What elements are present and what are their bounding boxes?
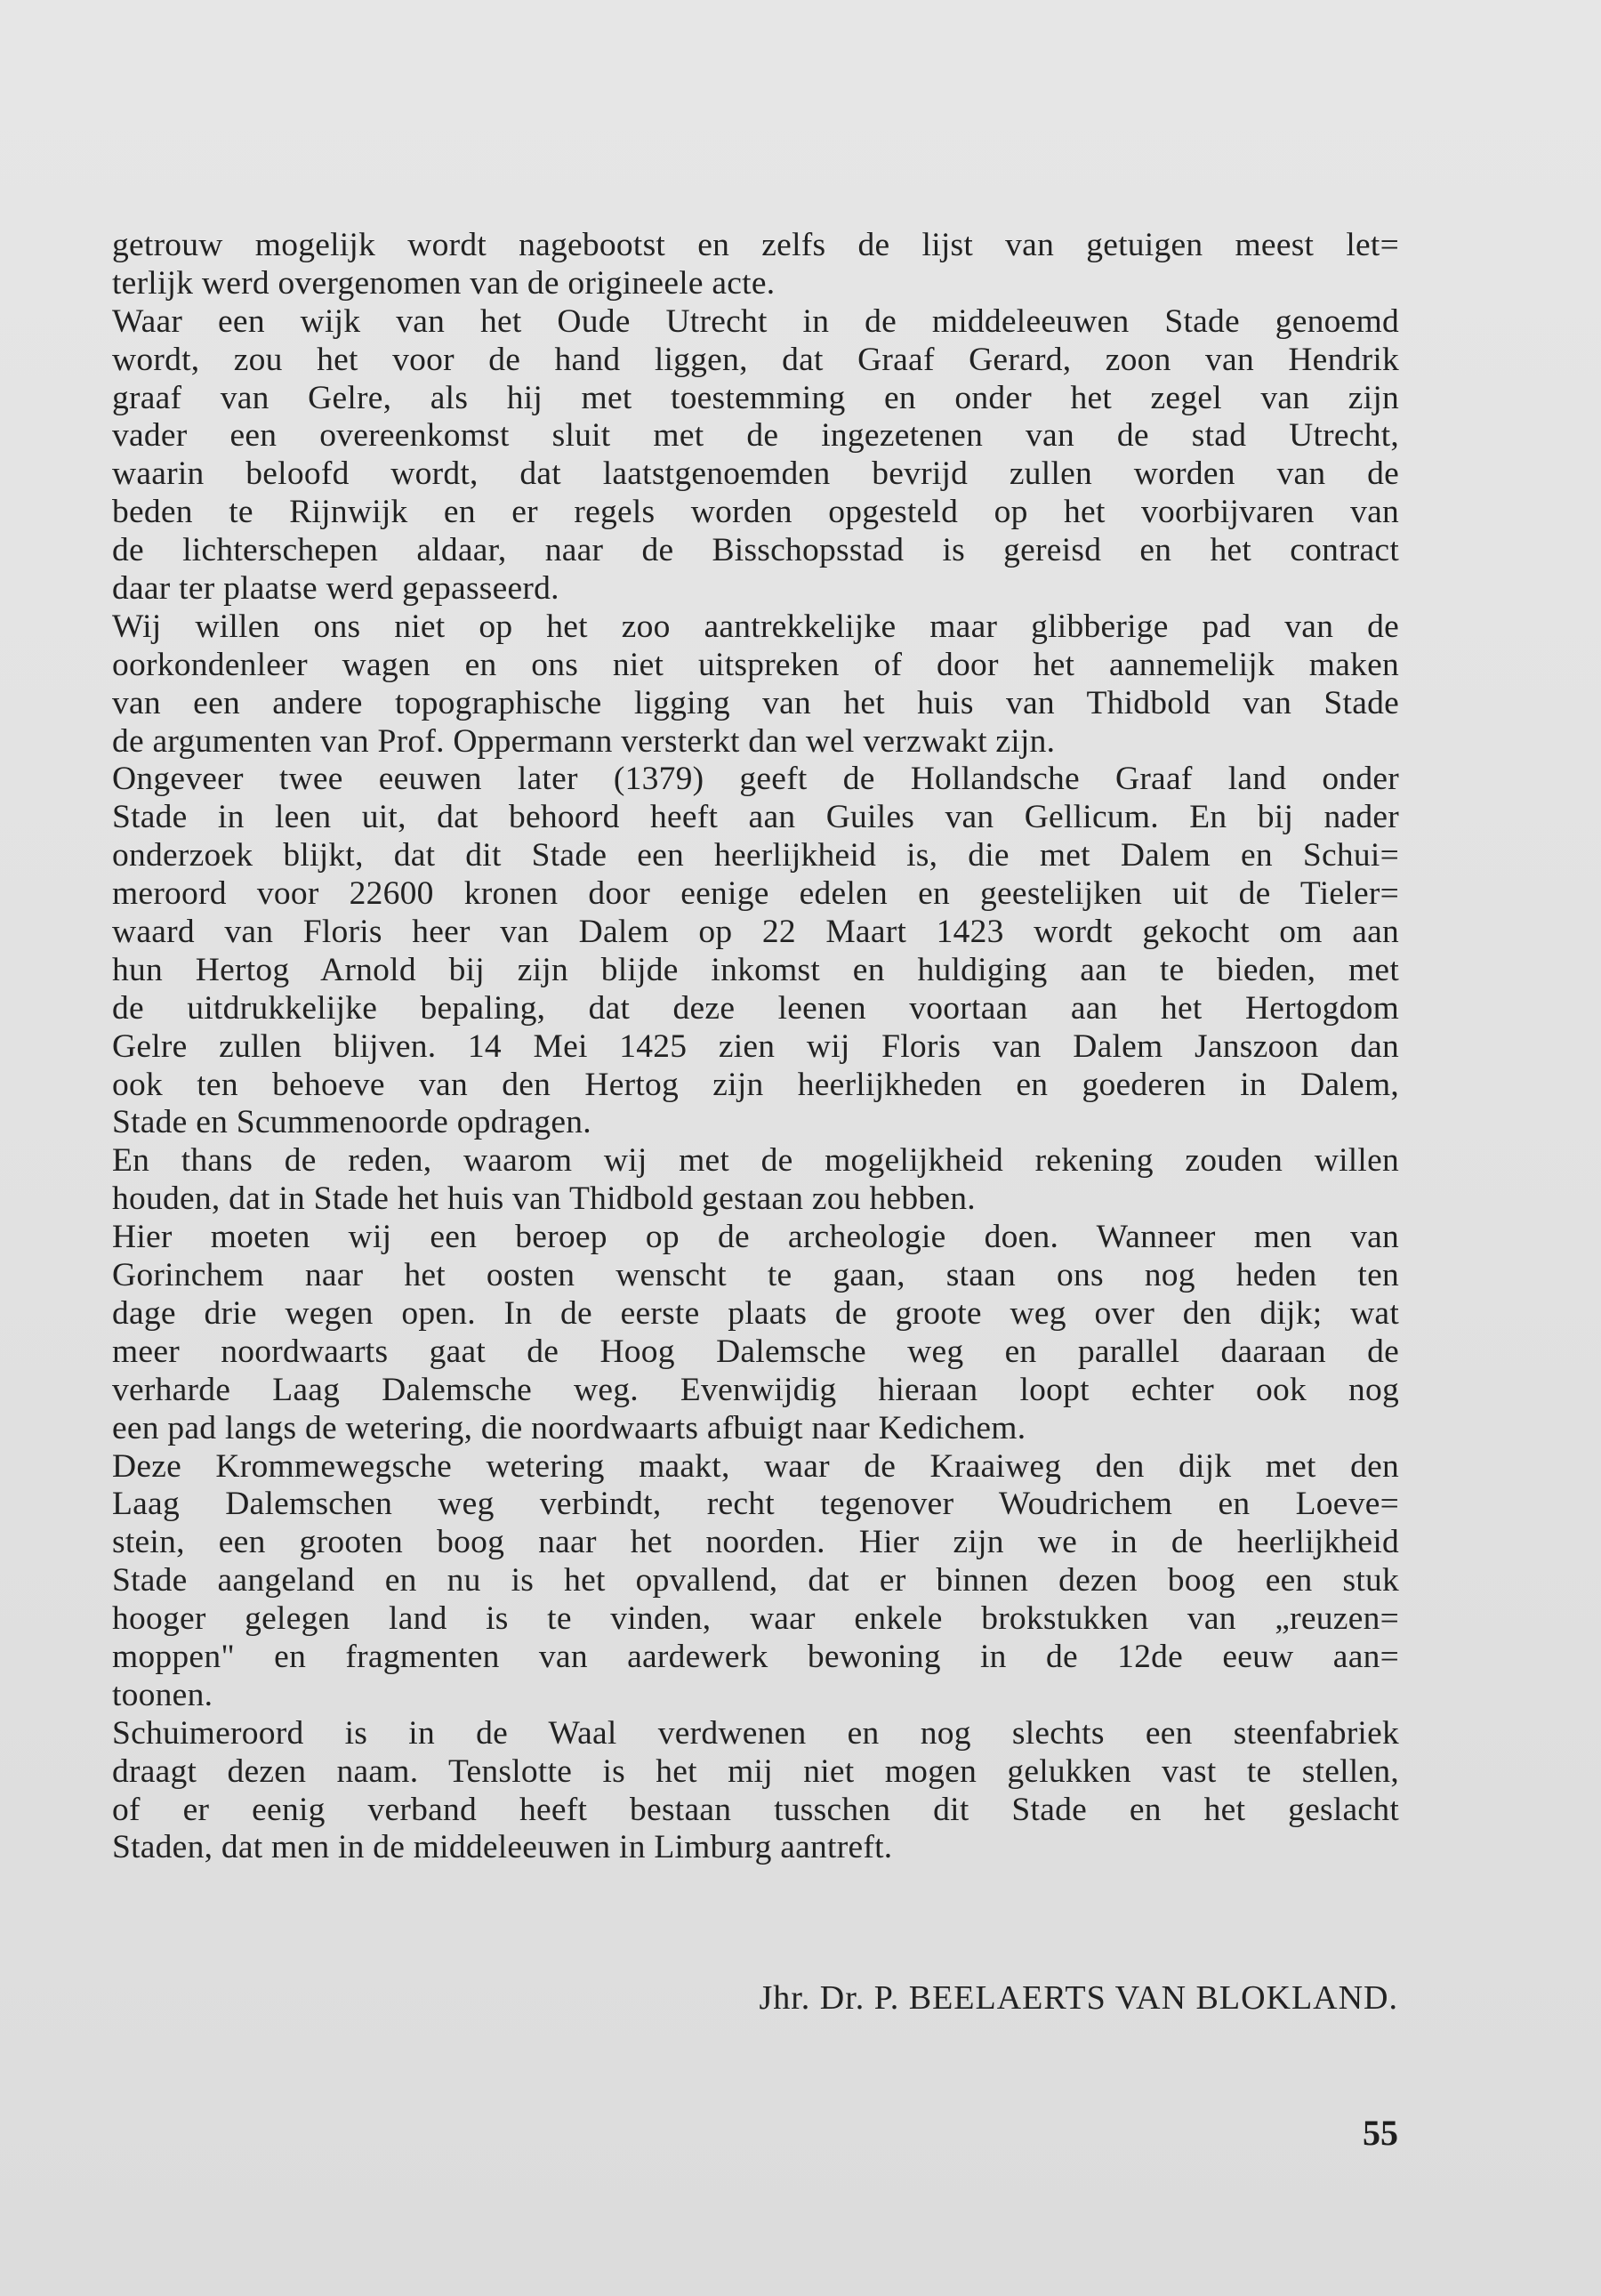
text-line: Wij willen ons niet op het zoo aantrekkelijke maar glibberige pad van de [112, 608, 1399, 645]
text-line: stein, een grooten boog naar het noorden. Hier zijn we in de heerlijkheid [112, 1524, 1399, 1561]
text-line: Gorinchem naar het oosten wenscht te gaan, staan ons nog heden ten [112, 1257, 1399, 1294]
text-line: Waar een wijk van het Oude Utrecht in de middeleeuwen Stade genoemd [112, 302, 1399, 340]
text-line: oorkondenleer wagen en ons niet uitspreken of door het aannemelijk maken [112, 646, 1399, 683]
text-line: de lichterschepen aldaar, naar de Bisschopsstad is gereisd en het contract [112, 532, 1399, 569]
text-line: meer noordwaarts gaat de Hoog Dalemsche weg en parallel daaraan de [112, 1333, 1399, 1370]
text-line: Stade aangeland en nu is het opvallend, dat er binnen dezen boog een stuk [112, 1562, 1399, 1599]
text-line: draagt dezen naam. Tenslotte is het mij niet mogen gelukken vast te stellen, [112, 1752, 1399, 1790]
text-line: graaf van Gelre, als hij met toestemming en onder het zegel van zijn [112, 379, 1399, 416]
text-line: houden, dat in Stade het huis van Thidbold gestaan zou hebben. [112, 1180, 976, 1218]
text-line: de uitdrukkelijke bepaling, dat deze leenen voortaan aan het Hertogdom [112, 989, 1399, 1027]
text-line: getrouw mogelijk wordt nagebootst en zelfs de lijst van getuigen meest let= [112, 227, 1399, 263]
text-line: terlijk werd overgenomen van de origineele acte. [112, 264, 776, 302]
text-line: een pad langs de wetering, die noordwaarts afbuigt naar Kedichem. [112, 1409, 1026, 1446]
text-line: meroord voor 22600 kronen door eenige edelen en geestelijken uit de Tieler= [112, 875, 1399, 913]
text-line: En thans de reden, waarom wij met de mogelijkheid rekening zouden willen [112, 1142, 1399, 1180]
text-line: hun Hertog Arnold bij zijn blijde inkomst en huldiging aan te bieden, met [112, 951, 1399, 988]
text-line: van een andere topographische ligging van het huis van Thidbold van Stade [112, 684, 1399, 721]
text-line: ook ten behoeve van den Hertog zijn heerlijkheden en goederen in Dalem, [112, 1066, 1399, 1103]
text-line: Stade in leen uit, dat behoord heeft aan Guiles van Gellicum. En bij nader [112, 799, 1399, 836]
text-line: beden te Rijnwijk en er regels worden opgesteld op het voorbijvaren van [112, 494, 1399, 531]
text-line: hooger gelegen land is te vinden, waar enkele brokstukken van „reuzen= [112, 1600, 1399, 1638]
text-line: Laag Dalemschen weg verbindt, recht tegenover Woudrichem en Loeve= [112, 1486, 1399, 1523]
text-line: waard van Floris heer van Dalem op 22 Maart 1423 wordt gekocht om aan [112, 914, 1399, 951]
text-line: Stade en Scummenoorde opdragen. [112, 1104, 591, 1141]
text-line: onderzoek blijkt, dat dit Stade een heerlijkheid is, die met Dalem en Schui= [112, 837, 1399, 874]
text-line: Hier moeten wij een beroep op de archeologie doen. Wanneer men van [112, 1219, 1399, 1256]
text-line: wordt, zou het voor de hand liggen, dat Graaf Gerard, zoon van Hendrik [112, 341, 1399, 378]
text-line: waarin beloofd wordt, dat laatstgenoemden bevrijd zullen worden van de [112, 455, 1399, 493]
text-line: Staden, dat men in de middeleeuwen in Limburg aantreft. [112, 1829, 893, 1866]
text-line: vader een overeenkomst sluit met de ingezetenen van de stad Utrecht, [112, 417, 1399, 455]
text-line: Ongeveer twee eeuwen later (1379) geeft de Hollandsche Graaf land onder [112, 761, 1399, 798]
text-line: Schuimeroord is in de Waal verdwenen en nog slechts een steenfabriek [112, 1714, 1399, 1752]
text-line: of er eenig verband heeft bestaan tusschen dit Stade en het geslacht [112, 1791, 1399, 1828]
text-line: moppen" en fragmenten van aardewerk bewoning in de 12de eeuw aan= [112, 1638, 1399, 1675]
text-line: dage drie wegen open. In de eerste plaats de groote weg over den dijk; wat [112, 1294, 1399, 1332]
body-text [112, 227, 1399, 1867]
text-line: verharde Laag Dalemsche weg. Evenwijdig hieraan loopt echter ook nog [112, 1371, 1399, 1408]
text-line: daar ter plaatse werd gepasseerd. [112, 570, 559, 608]
author-signature: Jhr. Dr. P. BEELAERTS VAN BLOKLAND. [759, 1979, 1398, 2017]
text-line: Gelre zullen blijven. 14 Mei 1425 zien wij Floris van Dalem Janszoon dan [112, 1027, 1399, 1065]
text-line: toonen. [112, 1676, 213, 1713]
page-number: 55 [1363, 2113, 1398, 2153]
text-line: Deze Krommewegsche wetering maakt, waar de Kraaiweg den dijk met den [112, 1447, 1399, 1485]
text-line: de argumenten van Prof. Oppermann versterkt dan wel verzwakt zijn. [112, 722, 1056, 760]
